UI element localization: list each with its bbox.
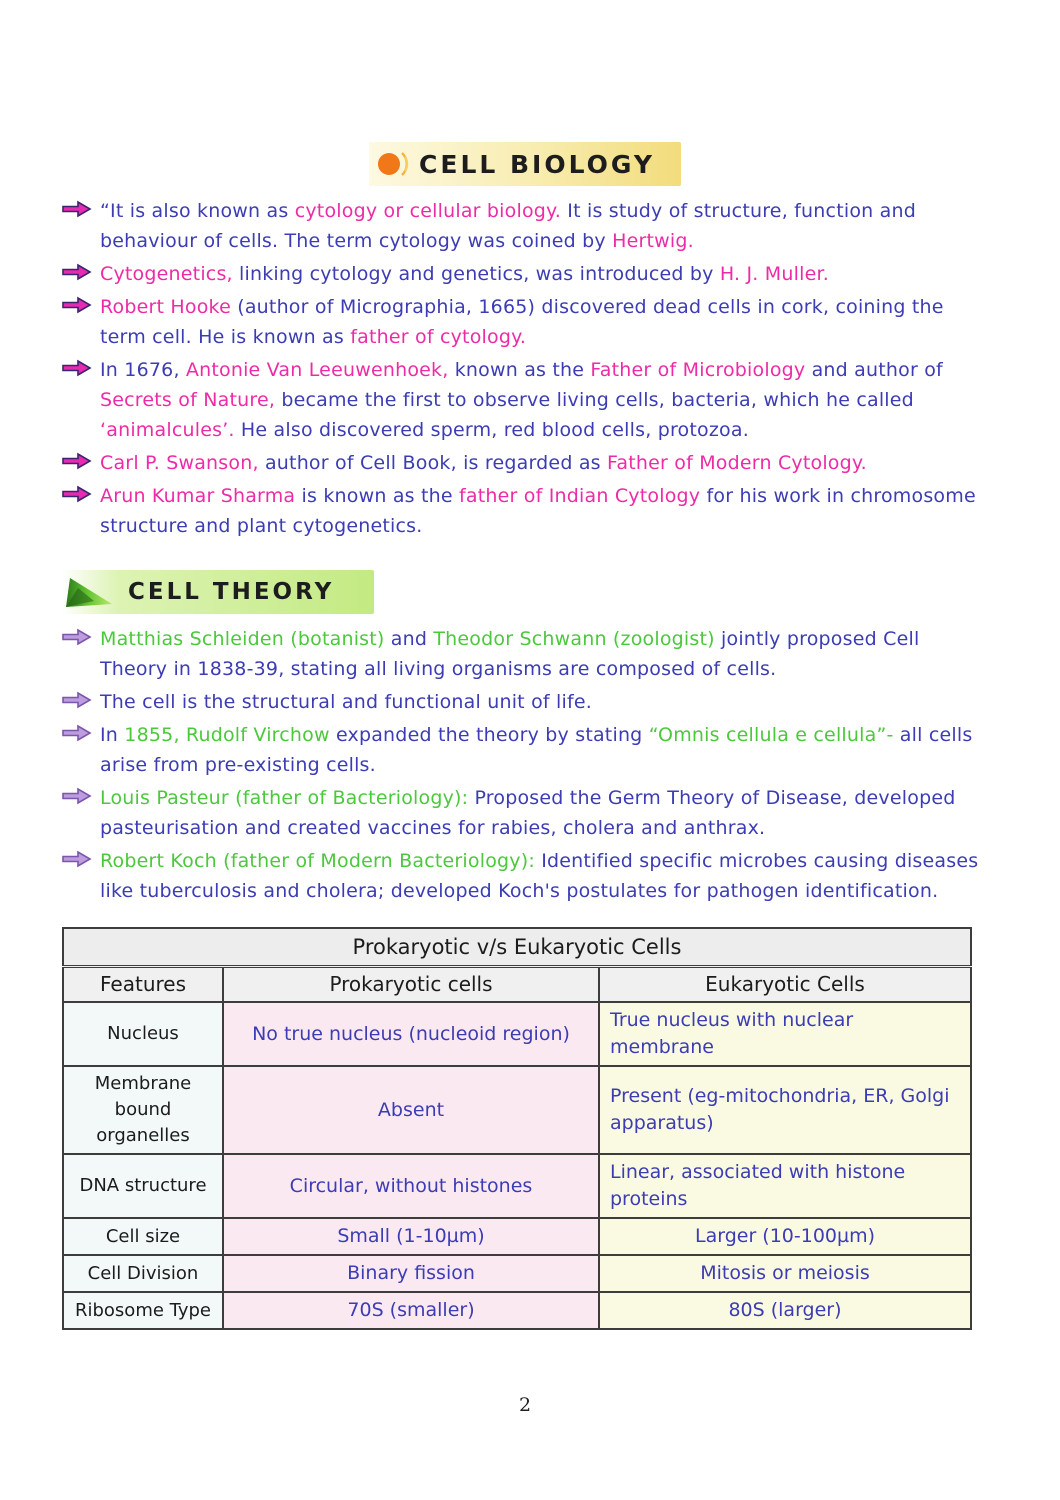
feature-cell: DNA structure — [63, 1154, 223, 1218]
table-row — [63, 1218, 971, 1255]
orange-sun-icon — [377, 147, 409, 181]
text-segment: cytology or cellular biology. — [294, 200, 562, 222]
text-segment: ‘animalcules’. — [100, 419, 235, 441]
prokaryotic-vs-eukaryotic-table — [62, 927, 972, 1330]
bullet-text — [100, 720, 988, 780]
bullet-item — [62, 196, 988, 256]
text-segment: jointly proposed Cell Theory in 1838-39, stating all living organisms are composed of cells. — [100, 628, 920, 680]
eukaryotic-cell: Mitosis or meiosis — [599, 1255, 971, 1292]
text-segment: The cell is the structural and functional unit of life. — [100, 691, 593, 713]
column-header-features: Features — [63, 966, 223, 1002]
text-segment: linking cytology and genetics, was introduced by — [232, 263, 720, 285]
bullet-item — [62, 259, 988, 289]
table-row — [63, 1002, 971, 1066]
bullet-item — [62, 448, 988, 478]
text-segment: (author of Micrographia, 1665) discovered dead cells in cork, coining the term cell. He is known as — [100, 296, 944, 348]
magenta-arrow-icon — [62, 296, 100, 314]
bullet-item — [62, 292, 988, 352]
prokaryotic-cell: 70S (smaller) — [223, 1292, 599, 1329]
text-segment: all cells arise from pre-existing cells. — [100, 724, 973, 776]
bullet-item — [62, 355, 988, 445]
text-segment: Matthias Schleiden (botanist) — [100, 628, 385, 650]
eukaryotic-cell: Larger (10-100µm) — [599, 1218, 971, 1255]
eukaryotic-cell: Present (eg-mitochondria, ER, Golgi apparatus) — [599, 1066, 971, 1154]
text-segment: “It is also known as — [100, 200, 295, 222]
prokaryotic-cell: No true nucleus (nucleoid region) — [223, 1002, 599, 1066]
purple-arrow-icon — [62, 691, 100, 709]
bullet-item — [62, 687, 988, 717]
bullet-text — [100, 448, 988, 478]
text-segment: In — [100, 724, 125, 746]
bullet-item — [62, 720, 988, 780]
title-highlight — [369, 142, 681, 186]
text-segment: Robert Hooke — [100, 296, 238, 318]
bullet-item — [62, 846, 988, 906]
text-segment: for his work in chromosome structure and plant cytogenetics. — [100, 485, 976, 537]
table-row — [63, 1292, 971, 1329]
text-segment: father of Indian Cytology — [459, 485, 701, 507]
bullet-text — [100, 846, 988, 906]
column-header-eukaryotic: Eukaryotic Cells — [599, 966, 971, 1002]
cell-theory-header — [62, 570, 374, 614]
bullet-text — [100, 481, 988, 541]
purple-arrow-icon — [62, 787, 100, 805]
prokaryotic-cell: Binary fission — [223, 1255, 599, 1292]
text-segment: Louis Pasteur (father of Bacteriology): — [100, 787, 475, 809]
prokaryotic-cell: Circular, without histones — [223, 1154, 599, 1218]
text-segment: Identified specific microbes causing diseases like tuberculosis and cholera; developed Koch's postulates for pathogen identification. — [100, 850, 979, 902]
bullet-text — [100, 687, 988, 717]
text-segment: Hertwig. — [612, 230, 694, 252]
bullet-text — [100, 196, 988, 256]
magenta-arrow-icon — [62, 263, 100, 281]
prokaryotic-cell: Absent — [223, 1066, 599, 1154]
bullet-text — [100, 292, 988, 352]
feature-cell: Membrane bound organelles — [63, 1066, 223, 1154]
bullet-item — [62, 624, 988, 684]
text-segment: Father of Microbiology — [590, 359, 806, 381]
bullet-text — [100, 259, 988, 289]
page-header — [62, 142, 988, 186]
table-header-row — [63, 966, 971, 1002]
text-segment: known as the — [448, 359, 591, 381]
eukaryotic-cell: Linear, associated with histone proteins — [599, 1154, 971, 1218]
text-segment: “Omnis cellula e cellula”- — [648, 724, 894, 746]
section-title: CELL THEORY — [128, 579, 335, 605]
text-segment: He also discovered sperm, red blood cells, protozoa. — [234, 419, 749, 441]
text-segment: became the first to observe living cells, bacteria, which he called — [275, 389, 914, 411]
feature-cell: Nucleus — [63, 1002, 223, 1066]
magenta-arrow-icon — [62, 359, 100, 377]
text-segment: Secrets of Nature, — [100, 389, 276, 411]
page-title: CELL BIOLOGY — [419, 149, 655, 179]
feature-cell: Cell Division — [63, 1255, 223, 1292]
text-segment: H. J. Muller. — [719, 263, 829, 285]
green-triangle-icon — [64, 574, 114, 610]
eukaryotic-cell: 80S (larger) — [599, 1292, 971, 1329]
magenta-arrow-icon — [62, 485, 100, 503]
text-segment: Proposed the Germ Theory of Disease, developed pasteurisation and created vaccines for rabies, cholera and anthrax. — [100, 787, 956, 839]
table-row — [63, 1066, 971, 1154]
eukaryotic-cell: True nucleus with nuclear membrane — [599, 1002, 971, 1066]
prokaryotic-cell: Small (1-10µm) — [223, 1218, 599, 1255]
text-segment: Robert Koch (father of Modern Bacteriology): — [100, 850, 542, 872]
magenta-arrow-icon — [62, 452, 100, 470]
feature-cell: Ribosome Type — [63, 1292, 223, 1329]
text-segment: and author of — [805, 359, 943, 381]
bullet-text — [100, 624, 988, 684]
text-segment: author of Cell Book, is regarded as — [258, 452, 607, 474]
text-segment: Father of Modern Cytology. — [607, 452, 867, 474]
purple-arrow-icon — [62, 628, 100, 646]
column-header-prokaryotic: Prokaryotic cells — [223, 966, 599, 1002]
bullet-text — [100, 355, 988, 445]
cell-biology-section — [62, 196, 988, 544]
text-segment: Arun Kumar Sharma — [100, 485, 296, 507]
table-title-row — [63, 928, 971, 966]
cell-theory-section — [62, 624, 988, 909]
text-segment: is known as the — [295, 485, 460, 507]
text-segment: father of cytology. — [350, 326, 527, 348]
magenta-arrow-icon — [62, 200, 100, 218]
purple-arrow-icon — [62, 850, 100, 868]
text-segment: It is study of structure, function and behaviour of cells. The term cytology was coined by — [100, 200, 916, 252]
purple-arrow-icon — [62, 724, 100, 742]
text-segment: and — [384, 628, 434, 650]
text-segment: Carl P. Swanson, — [100, 452, 259, 474]
text-segment: Cytogenetics, — [100, 263, 233, 285]
text-segment: 1855, Rudolf Virchow — [124, 724, 330, 746]
table-row — [63, 1154, 971, 1218]
bullet-item — [62, 481, 988, 541]
bullet-item — [62, 783, 988, 843]
text-segment: In 1676, — [100, 359, 186, 381]
text-segment: Antonie Van Leeuwenhoek, — [185, 359, 449, 381]
bullet-text — [100, 783, 988, 843]
table-title: Prokaryotic v/s Eukaryotic Cells — [63, 928, 971, 966]
page-number: 2 — [518, 1394, 532, 1416]
text-segment: Theodor Schwann (zoologist) — [433, 628, 715, 650]
text-segment: expanded the theory by stating — [329, 724, 649, 746]
table-row — [63, 1255, 971, 1292]
feature-cell: Cell size — [63, 1218, 223, 1255]
